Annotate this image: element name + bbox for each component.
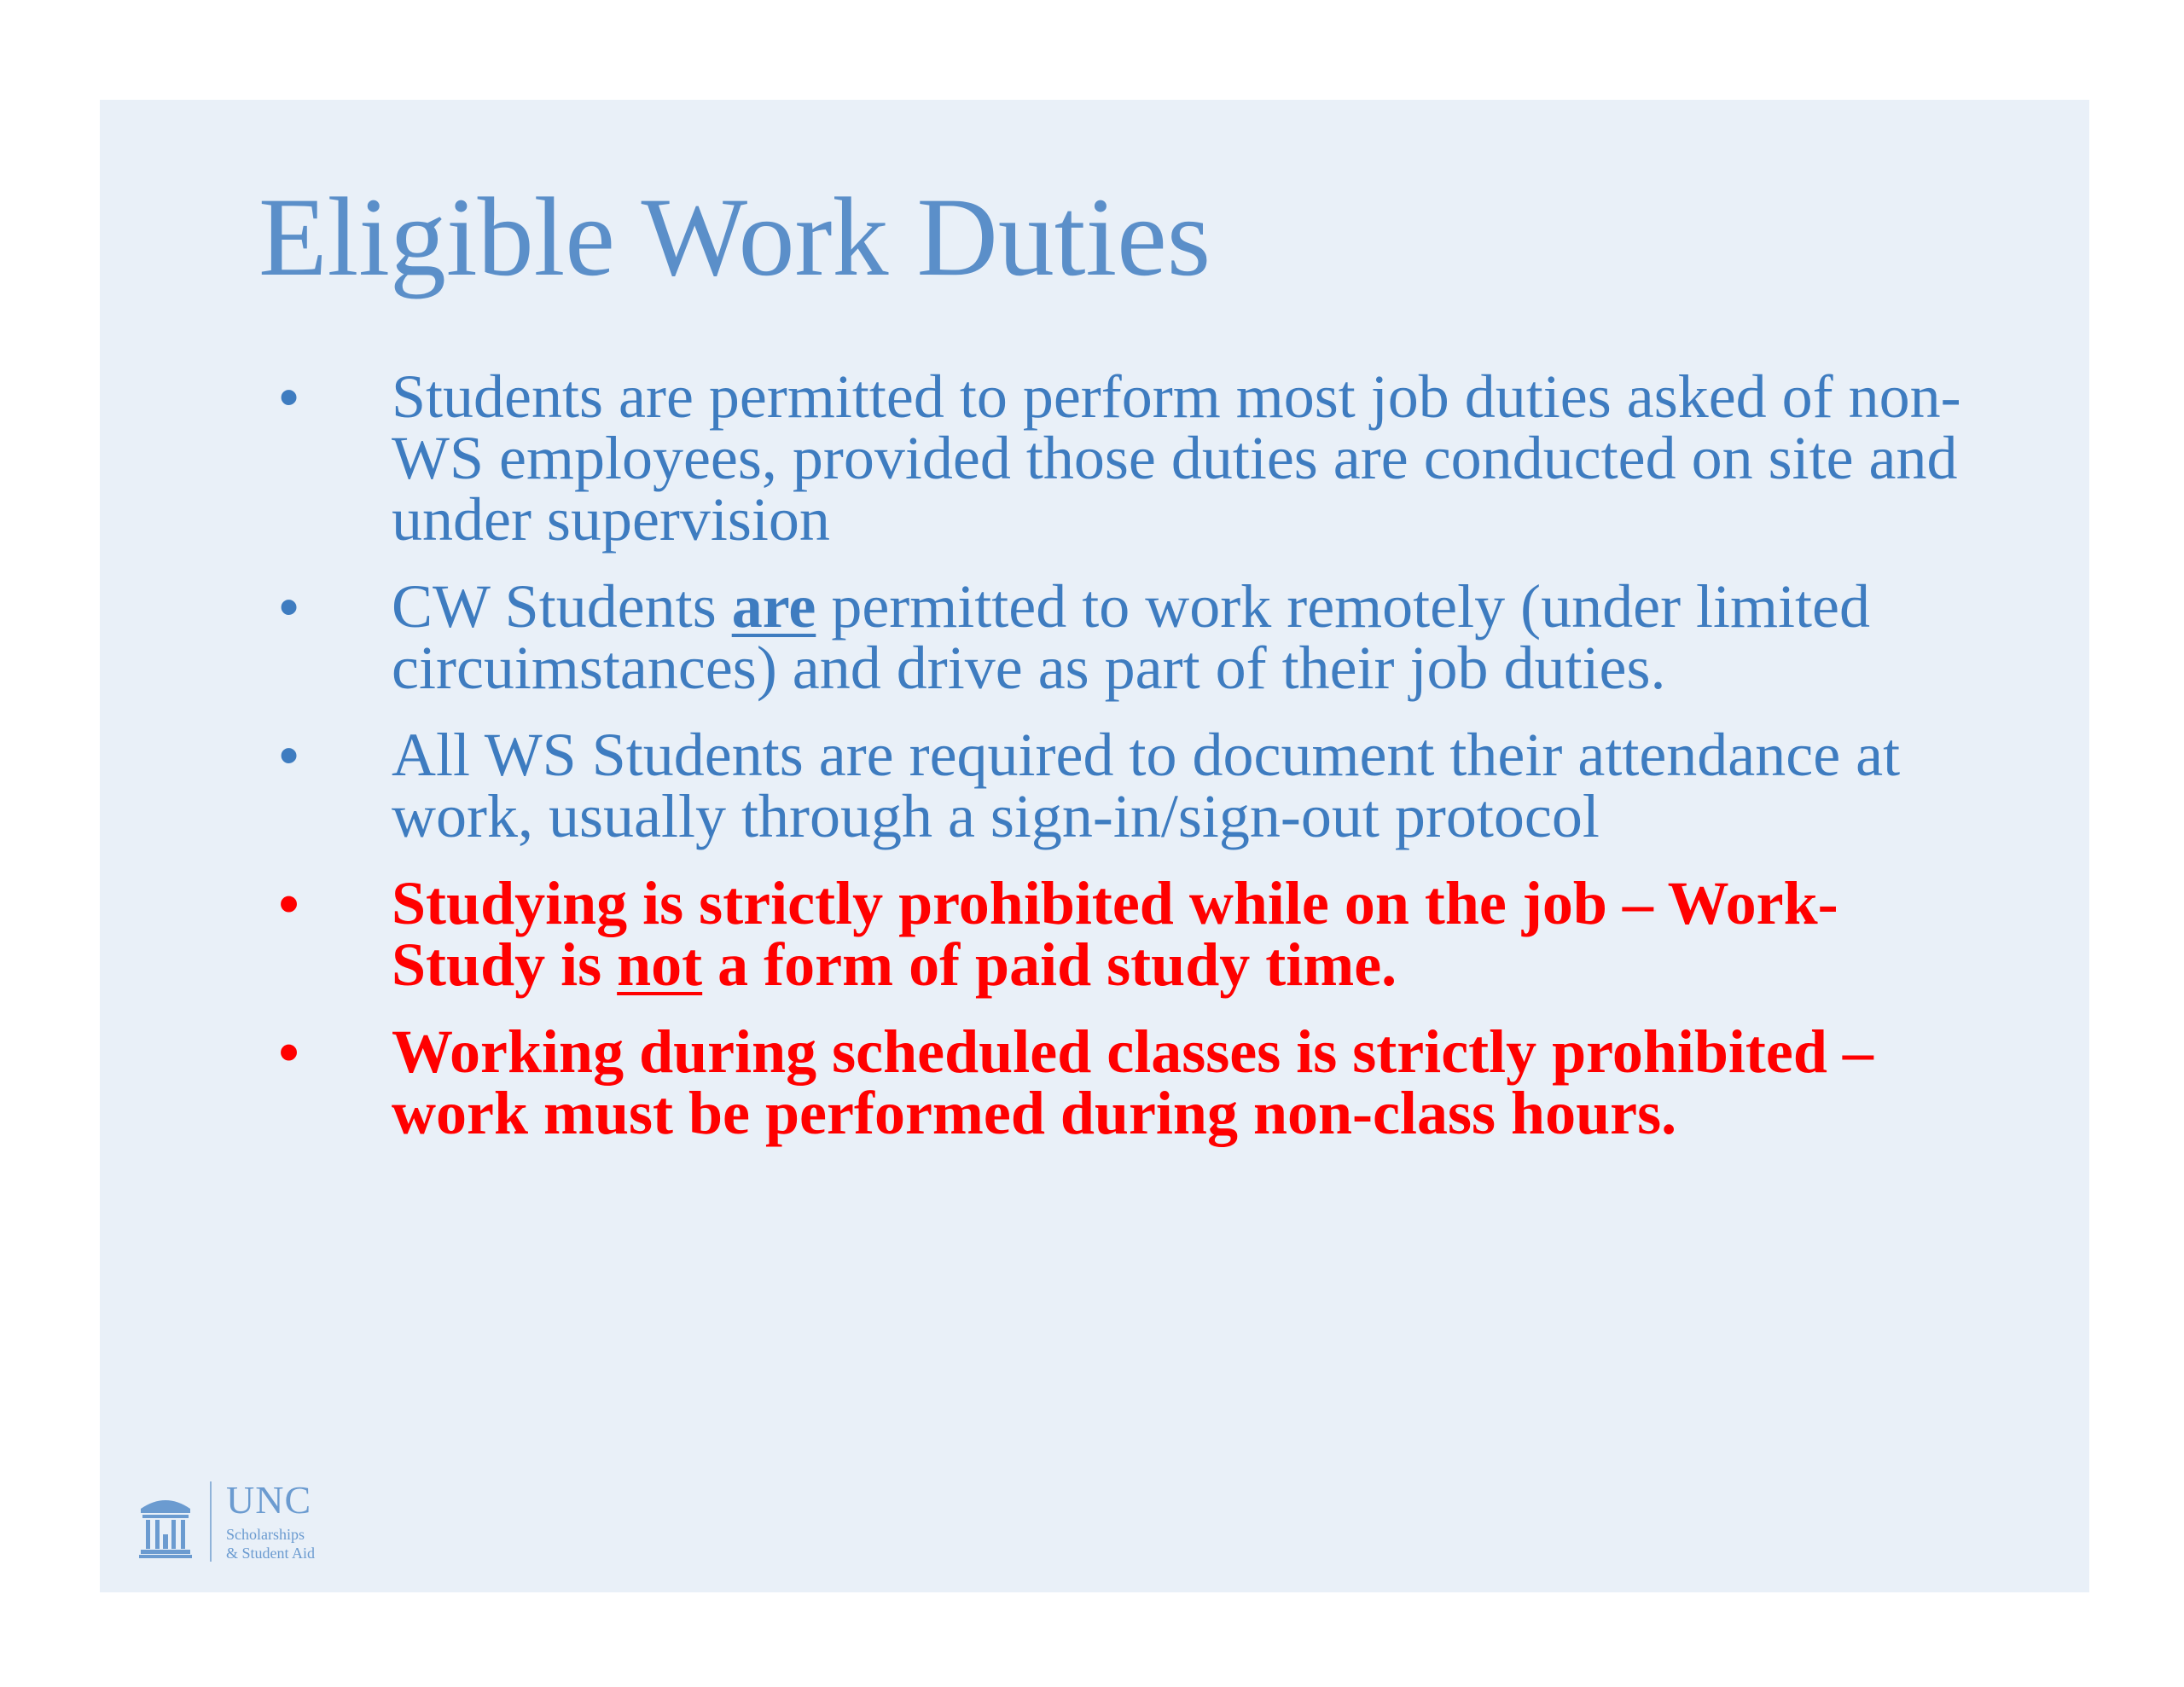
bullet-remote-work: [100, 572, 2089, 702]
bullet-text: Working during scheduled classes is strictly prohibited – work must be performed during non-class hours.: [392, 1017, 1873, 1147]
unc-logo: [137, 1480, 359, 1565]
bullet-onsite-duties: [100, 362, 2089, 554]
bullet-dot: •: [279, 723, 299, 786]
slide-title: Eligible Work Duties: [258, 174, 1211, 299]
bullet-emphasis: not: [617, 930, 703, 999]
logo-line-2: & Student Aid: [226, 1545, 316, 1562]
bullet-text-before: Studying is strictly prohibited while on the job – Work-Study is: [392, 869, 1838, 999]
bullet-dot: •: [279, 365, 299, 428]
slide: [100, 100, 2089, 1592]
bullet-text: Students are permitted to perform most job duties asked of non-WS employees, provided those duties are conducted on site and under supervision: [392, 362, 1961, 554]
logo-line-1: Scholarships: [226, 1526, 305, 1543]
bullet-no-studying: [100, 869, 2089, 999]
bullet-text: All WS Students are required to document their attendance at work, usually through a sign-in/sign-out protocol: [392, 721, 1901, 850]
logo-name: UNC: [226, 1478, 312, 1522]
bullet-attendance: [100, 721, 2089, 850]
bullet-no-class-hours: [100, 1017, 2089, 1147]
bullet-emphasis: are: [731, 572, 816, 641]
bullet-dot: •: [279, 575, 299, 638]
bullet-list: [100, 362, 2089, 1169]
bullet-text-after: a form of paid study time.: [702, 930, 1397, 999]
bullet-dot: •: [279, 1020, 299, 1083]
logo-divider: [210, 1481, 212, 1562]
old-well-icon: [137, 1490, 194, 1558]
bullet-text-after: permitted to work remotely (under limited circuimstances) and drive as part of their job duties.: [392, 572, 1871, 702]
bullet-text-before: CW Students: [392, 572, 732, 641]
bullet-dot: •: [279, 872, 299, 935]
